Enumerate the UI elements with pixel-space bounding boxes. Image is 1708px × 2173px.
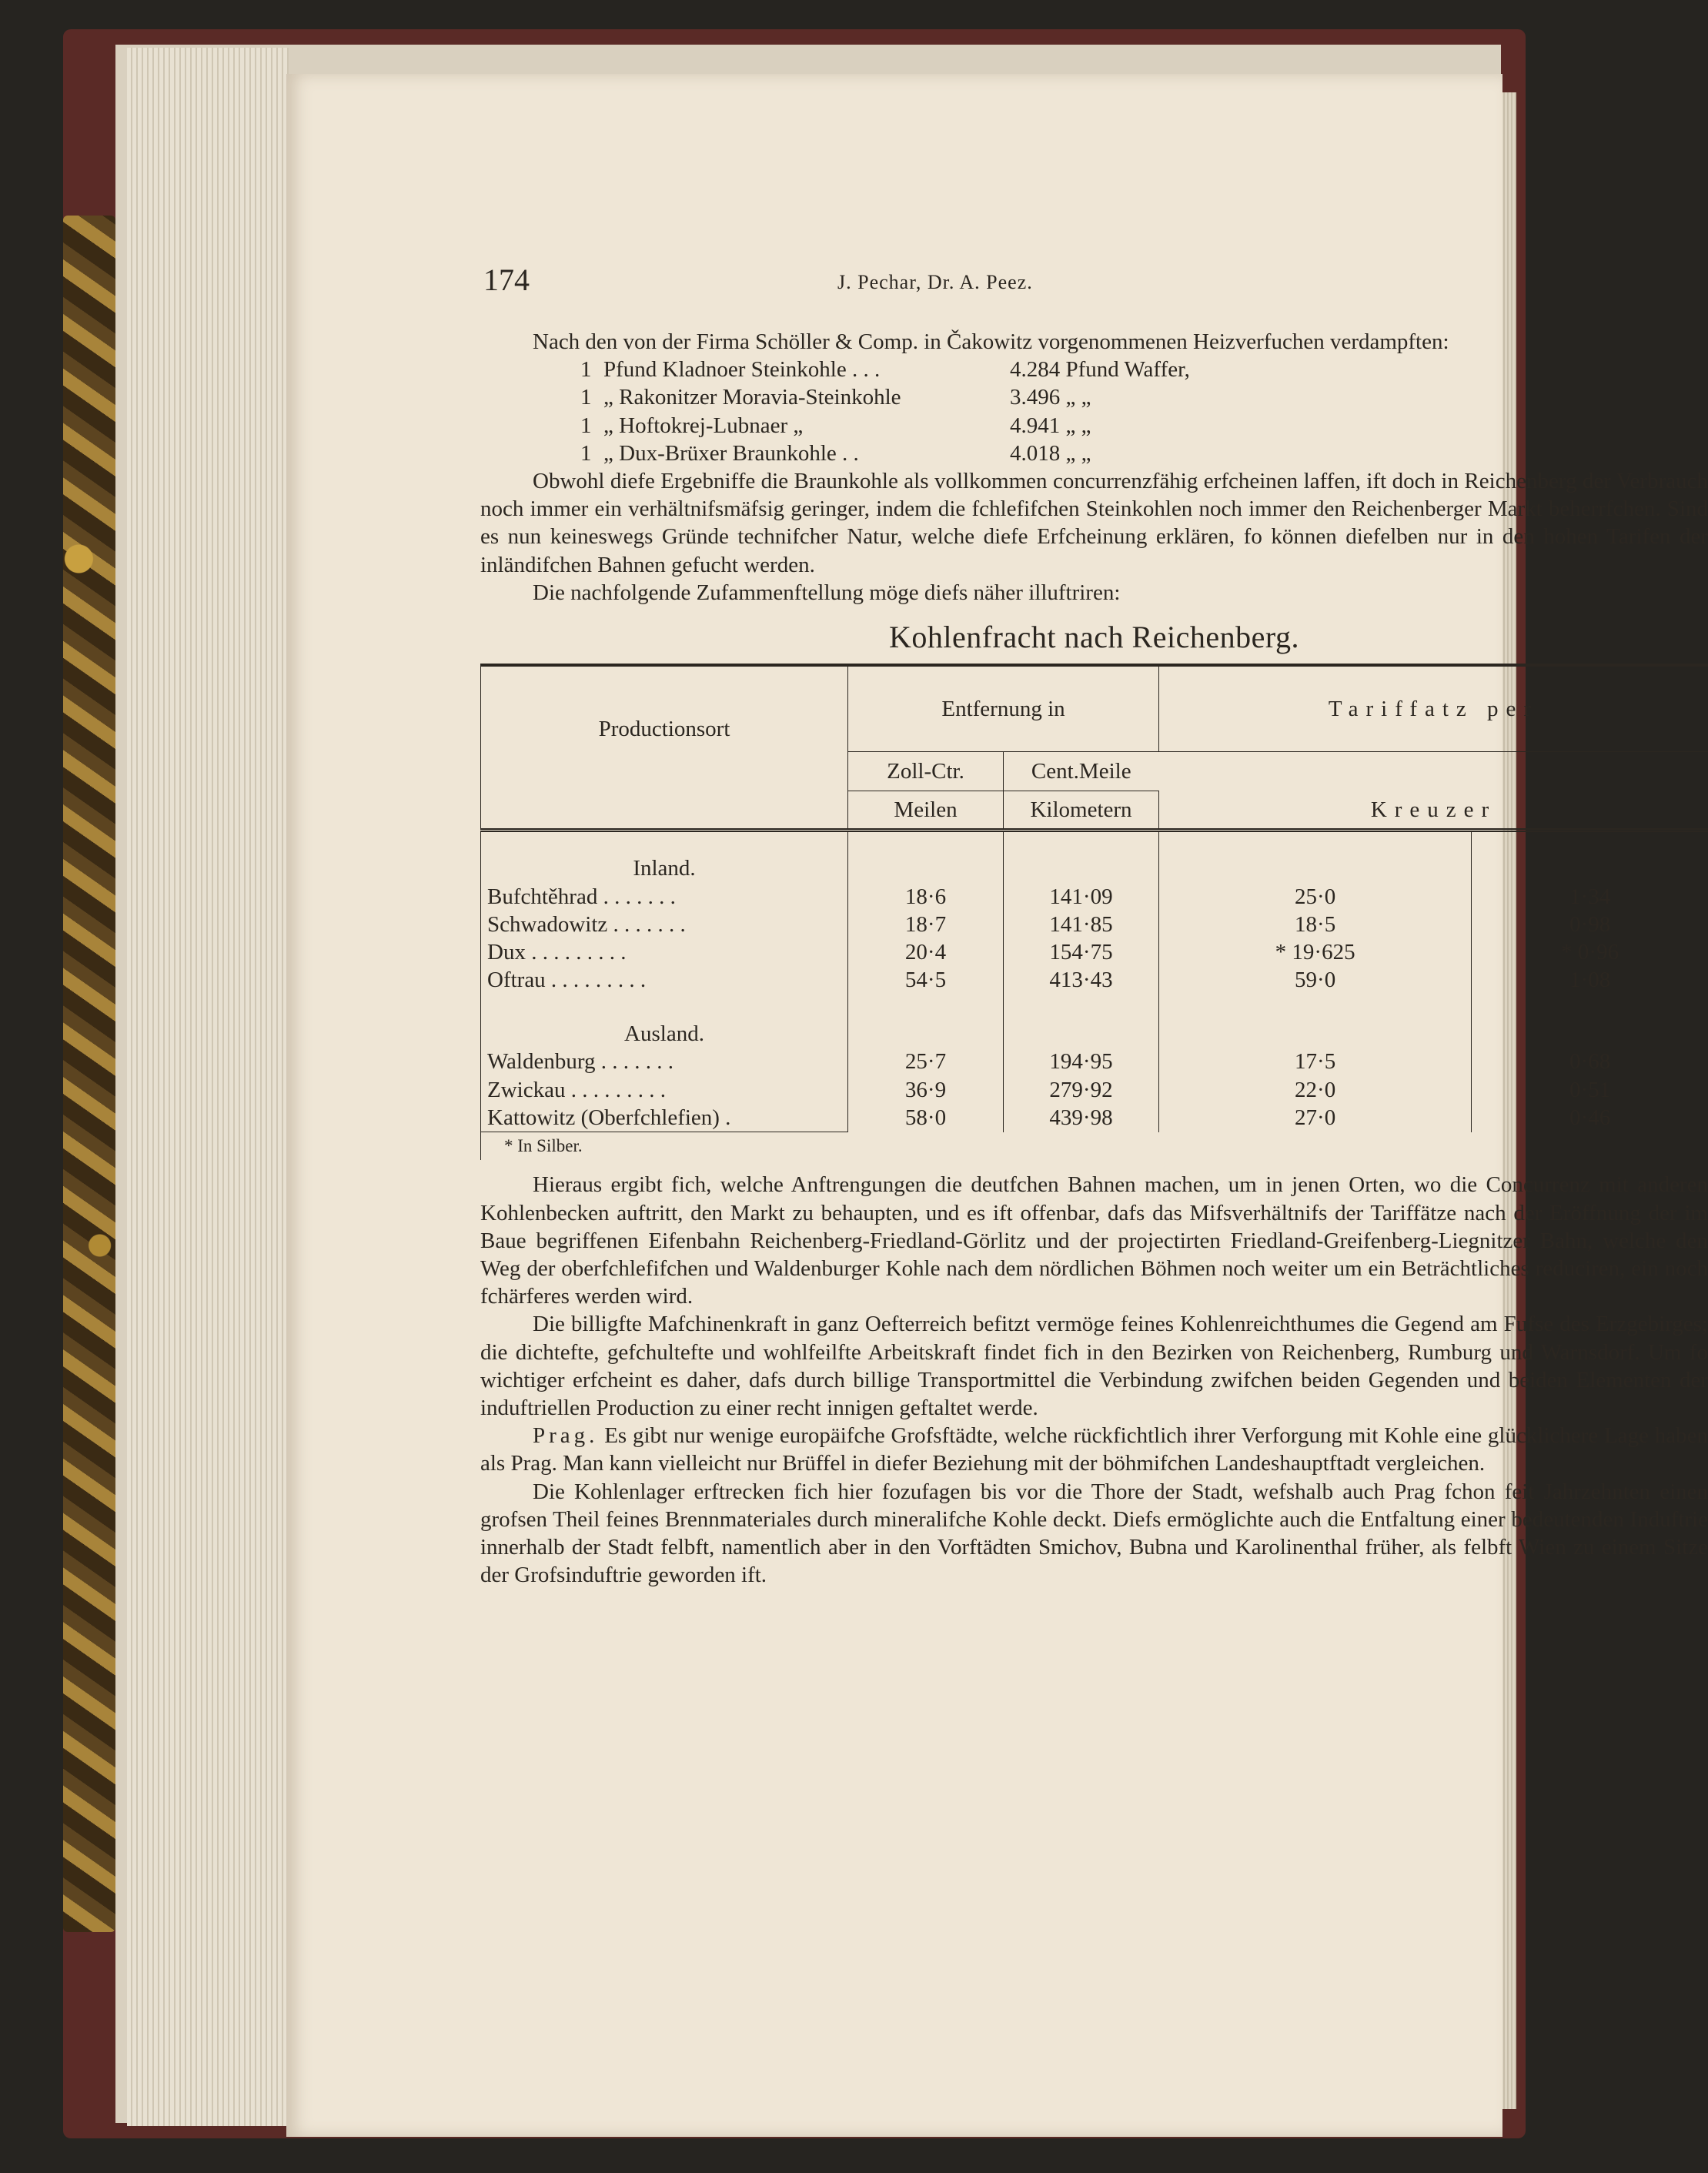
table-row: Oftrau . . . . . . . . . 54·5 413·43 59·0 1·08 <box>481 966 1708 994</box>
running-head: J. Pechar, Dr. A. Peez. <box>837 271 1033 293</box>
marbled-edge <box>63 216 115 1932</box>
page-header <box>483 262 1430 308</box>
table-title: Kohlenfracht nach Reichenberg. <box>889 619 1299 654</box>
page-number: 174 <box>483 262 530 297</box>
table-row: Dux . . . . . . . . . 20·4 154·75 * 19·625 * 0·96 <box>481 938 1708 966</box>
header-tarif: Tariffatz per <box>1159 665 1708 752</box>
table-footnote: * In Silber. <box>481 1132 848 1161</box>
paragraph: Die billigfte Mafchinenkraft in ganz Oefterreich befitzt vermöge feines Kohlenreichthumes die Gegend am Fufse des Erzgebirges; die dichtefte, gefchultefte und wohlfeilfte Arbeitskraft findet fich in den Bezirken von Reichenberg, Rumburg und Warnsdorf. Um fo wichtiger erfcheint es daher, dafs durch billige Transportmittel die Verbindung zwifchen beiden Gegenden und beiden Elementen der induftriellen Production zu einer recht innigen geftaltet werde. <box>480 1312 1708 1420</box>
header-entfernung: Entfernung in <box>848 665 1159 752</box>
header-meilen: Meilen <box>848 791 1004 831</box>
header-productionsort: Productionsort <box>481 665 848 791</box>
section-inland: Inland. <box>481 830 848 883</box>
list-item: 1 „ Dux-Brüxer Braunkohle . . 4.018 „ „ <box>580 440 1091 466</box>
list-item: 1 „ Hoftokrej-Lubnaer „ 4.941 „ „ <box>580 413 1091 438</box>
header-zollctr: Zoll-Ctr. <box>848 752 1004 791</box>
paragraph: Die nachfolgende Zufammenftellung möge diefs näher illuftriren: <box>533 580 1121 605</box>
table-row: Schwadowitz . . . . . . . 18·7 141·85 18·5 0·98 <box>481 911 1708 938</box>
intro-paragraph: Nach den von der Firma Schöller & Comp. in Čakowitz vorgenommenen Heizverfuchen verdampften: <box>533 329 1449 354</box>
list-item: 1 „ Rakonitzer Moravia-Steinkohle 3.496 „ „ <box>580 385 1091 410</box>
table-row: Waldenburg . . . . . . . 25·7 194·95 17·5 0·68 <box>481 1048 1708 1075</box>
paragraph: Prag. Es gibt nur wenige europäifche Grofsftädte, welche rückfichtlich ihrer Verforgung mit Kohle eine glücklichere Lage haben als Prag. Man kann vielleicht nur Brüffel in diefer Beziehung mit der böhmifchen Landeshauptftadt vergleichen. <box>480 1423 1708 1476</box>
table-row: Zwickau . . . . . . . . . 36·9 279·92 22·0 0·51 <box>481 1076 1708 1104</box>
paragraph: Die Kohlenlager erftrecken fich hier fozufagen bis vor die Thore der Stadt, wefshalb auch Prag fchon feit Jahrzehnten einen grofsen Theil feines Brennmateriales durch mineralifche Kohle deckt. Diefs ermöglichte auch die Entfaltung einer bedeutenden Induftrie innerhalb der Stadt felbft, namentlich aber in den Vorftädten Smichov, Bubna und Karolinenthal früher, als felbft Wien zu einem Sitze der Grofsinduftrie geworden ift. <box>480 1479 1708 1588</box>
header-kilometer: Kilometern <box>1004 791 1159 831</box>
freight-table <box>480 664 1708 1160</box>
paragraph: Hieraus ergibt fich, welche Anftrengungen die deutfchen Bahnen machen, um in jenen Orten, wo die Concurrenz mit anderen Kohlenbecken auftritt, den Markt zu behaupten, und es ift offenbar, dafs das Mifsverhältnifs der Tariffätze nach der Eröffnung der im Baue begriffenen Eifenbahn Reichenberg-Friedland-Görlitz und der projectirten Friedland-Greifenberg-Liegnitzer Bahn, welche den Weg der oberfchlefifchen und Waldenburger Kohle nach dem nördlichen Böhmen noch weiter um ein Beträchtliches reduciren, ein noch fchärferes werden wird. <box>480 1172 1708 1309</box>
page <box>286 74 1708 2137</box>
test-results-list <box>580 356 1708 467</box>
table-row: Bufchtěhrad . . . . . . . 18·6 141·09 25·0 1·34 <box>481 883 1708 911</box>
paragraph: Obwohl diefe Ergebniffe die Braunkohle als vollkommen concurrenzfähig erfcheinen laffen, ift doch in Reichenberg der Verbrauch noch immer ein verhältnifsmäfsig geringer, indem die fchlefifchen Steinkohlen noch immer den Reichenberger Markt beherrfchen. Sind es nun keineswegs Gründe technifcher Natur, welche diefe Erfcheinung erklären, fo können diefelben nur in den hohen Tarifen der inländifchen Bahnen gefucht werden. <box>480 468 1708 577</box>
section-ausland: Ausland. <box>481 994 848 1048</box>
section-lead: Prag. <box>533 1423 599 1449</box>
table-row: Kattowitz (Oberfchlefien) . 58·0 439·98 27·0 0·46 <box>481 1104 1708 1132</box>
page-edges <box>127 48 289 2126</box>
list-item: 1 Pfund Kladnoer Steinkohle . . . 4.284 Pfund Waffer, <box>580 357 1190 383</box>
header-centmeile: Cent.Meile <box>1004 752 1159 791</box>
header-kreuzer: Kreuzer <box>1159 791 1708 831</box>
page-content <box>480 328 1708 1589</box>
